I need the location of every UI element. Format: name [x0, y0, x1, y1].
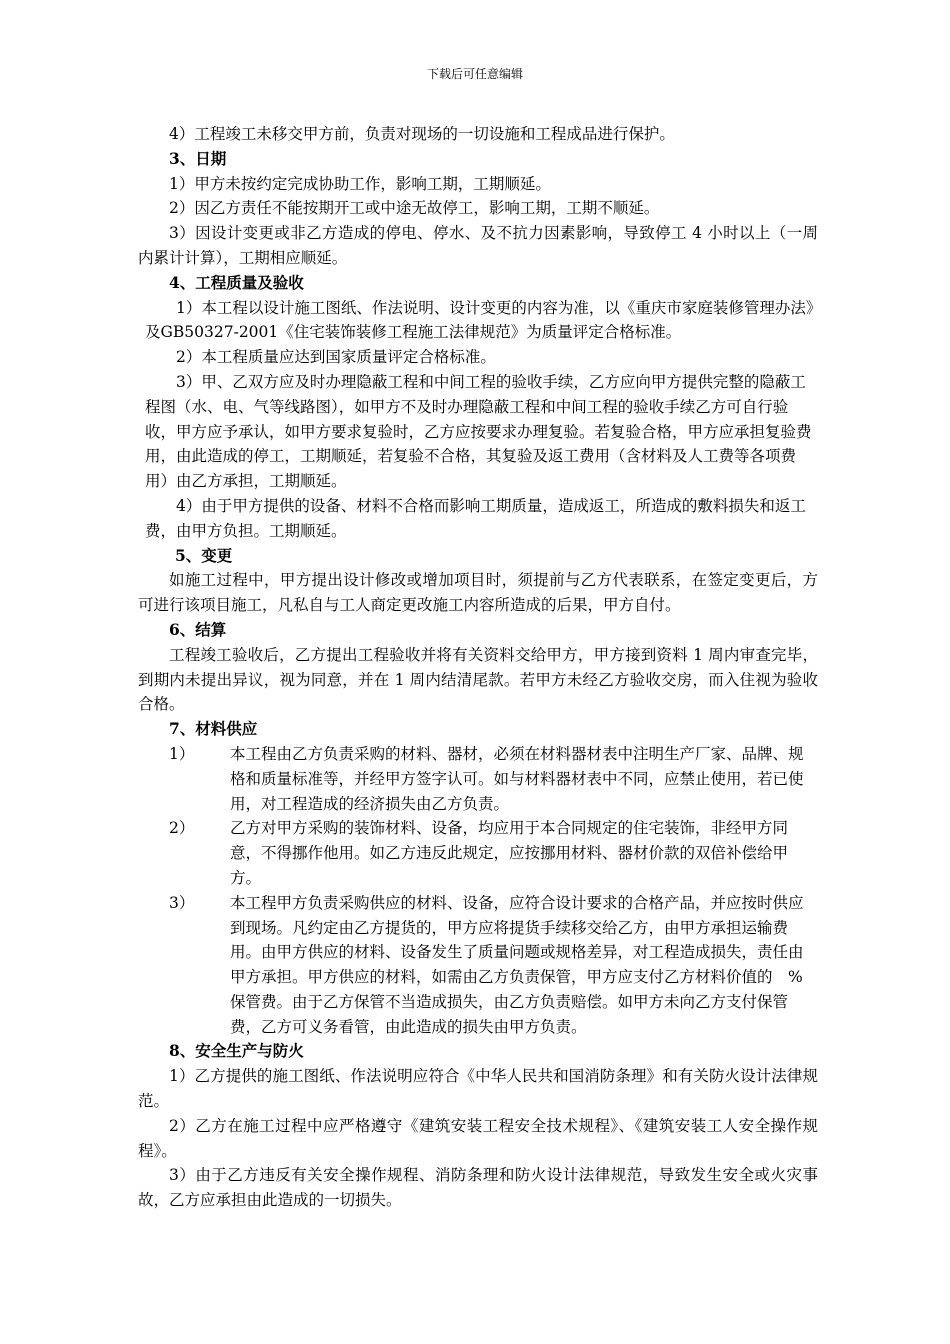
paragraph: 工程竣工验收后，乙方提出工程验收并将有关资料交给甲方，甲方接到资料 1 周内审查完毕，到期内未提出异议，视为同意，并在 1 周内结清尾款。若甲方未经乙方验收交房，而入住视为验收合格。 [138, 645, 818, 714]
section-title-quality: 4、工程质量及验收 [169, 272, 304, 292]
list-item-text: 乙方对甲方采购的装饰材料、设备，均应用于本合同规定的住宅装饰，非经甲方同意，不得挪作他用。如乙方违反此规定，应按挪用材料、器材价款的双倍补偿给甲方。 [230, 819, 789, 887]
paragraph: 4）由于甲方提供的设备、材料不合格而影响工期质量，造成返工，所造成的敷料损失和返工费，由甲方负担。工期顺延。 [145, 496, 806, 540]
list-item-text: 本工程甲方负责采购供应的材料、设备，应符合设计要求的合格产品，并应按时供应到现场。凡约定由乙方提货的，甲方应将提货手续移交给乙方，由甲方承担运输费用。由甲方供应的材料、设备发生了质量问题或规格差异，对工程造成损失，责任由甲方承担。甲方供应的材料，如需由乙方负责保管，甲方应支付乙方材料价值的 %保管费。由于乙方保管不当造成损失，由乙方负责赔偿。如甲方未向乙方支付保管费，乙方可义务看管，由此造成的损失由甲方负责。 [230, 893, 804, 1036]
paragraph: 2）本工程质量应达到国家质量评定合格标准。 [176, 348, 496, 367]
document-body [138, 122, 818, 1213]
paragraph: 1）本工程以设计施工图纸、作法说明、设计变更的内容为准，以《重庆市家庭装修管理办法》及GB50327-2001《住宅装饰装修工程施工法律规范》为质量评定合格标准。 [145, 298, 814, 342]
list-item [138, 742, 818, 816]
paragraph: 3）甲、乙双方应及时办理隐蔽工程和中间工程的验收手续，乙方应向甲方提供完整的隐蔽工程图（水、电、气等线路图），如甲方不及时办理隐蔽工程和中间工程的验收手续乙方可自行验收，甲方应予承认，如甲方要求复验时，乙方应按要求办理复验。若复验合格，甲方应承担复验费用，由此造成的停工，工期顺延，若复验不合格，其复验及返工费用（含材料及人工费等各项费用）由乙方承担，工期顺延。 [145, 372, 812, 491]
paragraph: 3）因设计变更或非乙方造成的停电、停水、及不抗力因素影响，导致停工 4 小时以上（一周内累计计算），工期相应顺延。 [138, 224, 818, 267]
paragraph: 3）由于乙方违反有关安全操作规程、消防条理和防火设计法律规范，导致发生安全或火灾事故，乙方应承担由此造成的一切损失。 [138, 1166, 818, 1210]
page-header: 下载后可任意编辑 [426, 67, 523, 81]
paragraph: 1）甲方未按约定完成协助工作，影响工期，工期顺延。 [169, 174, 551, 193]
list-item-number: 1） [169, 744, 195, 763]
list-item [138, 891, 818, 1040]
list-item-number: 2） [169, 819, 195, 838]
section-title-settlement: 6、结算 [169, 619, 227, 639]
section-title-changes: 5、变更 [175, 545, 233, 565]
paragraph: 2）乙方在施工过程中应严格遵守《建筑安装工程安全技术规程》、《建筑安装工人安全操作规程》。 [138, 1116, 818, 1160]
section-title-materials: 7、材料供应 [169, 719, 258, 739]
paragraph: 如施工过程中，甲方提出设计修改或增加项目时，须提前与乙方代表联系，在签定变更后，方可进行该项目施工，凡私自与工人商定更改施工内容所造成的后果，甲方自付。 [138, 571, 818, 615]
section-title-dates: 3、日期 [169, 148, 227, 168]
list-item [138, 816, 818, 890]
section-title-safety: 8、安全生产与防火 [169, 1041, 304, 1061]
list-item-text: 本工程由乙方负责采购的材料、器材，必须在材料器材表中注明生产厂家、品牌、规格和质量标准等，并经甲方签字认可。如与材料器材表中不同，应禁止使用，若已使用，对工程造成的经济损失由乙方负责。 [230, 744, 804, 813]
paragraph: 4）工程竣工未移交甲方前，负责对现场的一切设施和工程成品进行保护。 [169, 125, 675, 143]
list-item-number: 3） [169, 893, 195, 912]
paragraph: 1）乙方提供的施工图纸、作法说明应符合《中华人民共和国消防条理》和有关防火设计法律规范。 [138, 1067, 818, 1111]
paragraph: 2）因乙方责任不能按期开工或中途无故停工，影响工期，工期不顺延。 [169, 199, 660, 218]
